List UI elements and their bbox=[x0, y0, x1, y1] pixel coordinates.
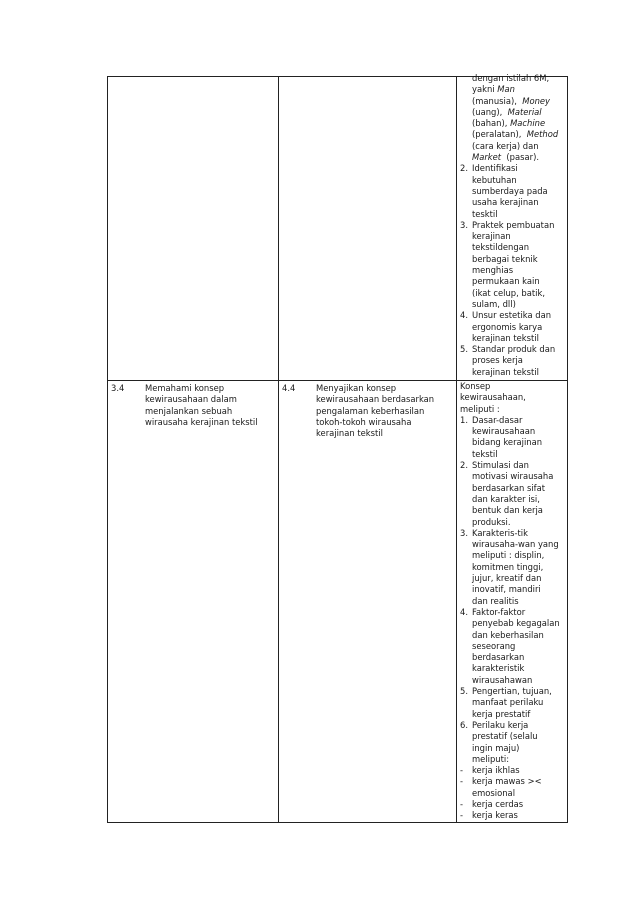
text-line: (manusia), Money bbox=[472, 95, 551, 106]
text-line: dan realitis bbox=[472, 595, 519, 606]
text-line: dan karakter isi, bbox=[472, 493, 540, 504]
text-line: Standar produk dan bbox=[472, 344, 556, 355]
text-line: wirausahawan bbox=[472, 674, 533, 685]
table-row bbox=[108, 381, 568, 823]
dash-item-text bbox=[472, 776, 565, 799]
text-line: Praktek pembuatan bbox=[472, 219, 555, 230]
text-line: produksi. bbox=[472, 516, 511, 527]
dash-item-text bbox=[472, 799, 565, 810]
kd3-text bbox=[145, 383, 274, 428]
list-item bbox=[460, 310, 565, 344]
text-line: (ikat celup, batik, bbox=[472, 287, 545, 298]
table-row bbox=[108, 77, 568, 381]
text-line: motivasi wirausaha bbox=[472, 471, 554, 482]
list-item bbox=[460, 720, 565, 765]
text-line: kerajinan tekstil bbox=[472, 366, 539, 377]
list-item-number: 5. bbox=[460, 686, 468, 697]
list-item-text bbox=[472, 344, 565, 378]
list-item-text bbox=[472, 460, 565, 528]
text-line: proses kerja bbox=[472, 355, 523, 366]
list-item bbox=[460, 220, 565, 310]
list-item-number: 3. bbox=[460, 527, 468, 538]
list-item-number: 6. bbox=[460, 719, 468, 730]
text-line: menghias bbox=[472, 265, 514, 276]
text-line: kewirausahaan, bbox=[460, 392, 526, 403]
text-line: berbagai teknik bbox=[472, 253, 538, 264]
text-line: Pengertian, tujuan, bbox=[472, 686, 552, 697]
text-line: meliputi: bbox=[472, 753, 510, 764]
materi-cell bbox=[457, 381, 568, 823]
list-item-text bbox=[472, 720, 565, 765]
list-item-text bbox=[472, 310, 565, 344]
text-line: Menyajikan konsep bbox=[316, 383, 397, 393]
text-line: berdasarkan bbox=[472, 652, 525, 663]
text-line: kerja keras bbox=[472, 810, 518, 821]
list-item-number: 3. bbox=[460, 219, 468, 230]
curriculum-table bbox=[107, 73, 568, 823]
text-line: tekstildengan bbox=[472, 242, 530, 253]
text-line: wirausaha-wan yang bbox=[472, 539, 559, 550]
text-line: pengalaman keberhasilan bbox=[316, 405, 425, 416]
list-item bbox=[460, 344, 565, 378]
text-line: ergonomis karya bbox=[472, 321, 543, 332]
text-line: yakni Man bbox=[472, 84, 515, 95]
text-line: Stimulasi dan bbox=[472, 460, 529, 471]
materi-cell bbox=[457, 73, 568, 381]
dash-item bbox=[460, 765, 565, 776]
kd4-text bbox=[316, 383, 452, 439]
text-line: meliputi : displin, bbox=[472, 550, 545, 561]
text-line: kewirausahaan bbox=[472, 426, 536, 437]
kd3-cell-empty bbox=[108, 77, 279, 381]
text-line: manfaat perilaku bbox=[472, 697, 544, 708]
text-line: Unsur estetika dan bbox=[472, 310, 552, 321]
text-line: dengan istilah 6M, bbox=[472, 73, 550, 83]
dash-item bbox=[460, 810, 565, 821]
dash-item bbox=[460, 799, 565, 810]
list-item bbox=[460, 528, 565, 607]
text-line: ingin maju) bbox=[472, 742, 520, 753]
text-line: seseorang bbox=[472, 640, 516, 651]
kd4-cell-empty bbox=[279, 77, 457, 381]
text-line: komitmen tinggi, bbox=[472, 561, 544, 572]
text-line: kerja mawas >< bbox=[472, 776, 542, 787]
text-line: sulam, dll) bbox=[472, 298, 516, 309]
text-line: tesktil bbox=[472, 208, 498, 219]
text-line: Memahami konsep bbox=[145, 383, 225, 393]
list-item-text bbox=[472, 528, 565, 607]
text-line: wirausaha kerajinan tekstil bbox=[145, 416, 258, 427]
text-line: kebutuhan bbox=[472, 174, 517, 185]
text-line: (uang), Material bbox=[472, 106, 542, 117]
text-line: prestatif (selalu bbox=[472, 731, 538, 742]
methods-6m-text bbox=[460, 73, 565, 163]
list-item bbox=[460, 415, 565, 460]
kd4-cell bbox=[279, 381, 457, 823]
kd3-cell bbox=[108, 381, 279, 823]
text-line: tokoh-tokoh wirausaha bbox=[316, 416, 412, 427]
text-line: meliputi : bbox=[460, 403, 500, 414]
materi-content bbox=[457, 381, 567, 822]
list-item-text bbox=[472, 686, 565, 720]
text-line: Konsep bbox=[460, 381, 491, 391]
text-line: Karakteris-tik bbox=[472, 527, 528, 538]
text-line: kerja cerdas bbox=[472, 798, 524, 809]
text-line: sumberdaya pada bbox=[472, 185, 548, 196]
dash-bullet: - bbox=[460, 765, 464, 776]
text-line: kerajinan bbox=[472, 231, 511, 242]
dash-item bbox=[460, 776, 565, 799]
text-line: (bahan), Machine bbox=[472, 118, 546, 129]
dash-bullet: - bbox=[460, 776, 464, 787]
text-line: kerja prestatif bbox=[472, 708, 531, 719]
kd4-number: 4.4 bbox=[282, 383, 296, 393]
text-line: bentuk dan kerja bbox=[472, 505, 543, 516]
text-line: Perilaku kerja bbox=[472, 719, 529, 730]
list-item-text bbox=[472, 220, 565, 310]
text-line: tekstil bbox=[472, 448, 498, 459]
text-line: (cara kerja) dan bbox=[472, 140, 539, 151]
dash-item-text bbox=[472, 765, 565, 776]
text-line: menjalankan sebuah bbox=[145, 405, 233, 416]
materi-continued bbox=[457, 73, 567, 378]
list-item-number: 4. bbox=[460, 310, 468, 321]
text-line: Faktor-faktor bbox=[472, 606, 526, 617]
text-line: (peralatan), Method bbox=[472, 129, 559, 140]
dash-item-text bbox=[472, 810, 565, 821]
text-line: bidang kerajinan bbox=[472, 437, 543, 448]
list-item-number: 2. bbox=[460, 163, 468, 174]
text-line: karakteristik bbox=[472, 663, 525, 674]
list-item bbox=[460, 460, 565, 528]
text-line: berdasarkan sifat bbox=[472, 482, 546, 493]
text-line: permukaan kain bbox=[472, 276, 540, 287]
list-item-number: 1. bbox=[460, 414, 468, 425]
text-line: inovatif, mandiri bbox=[472, 584, 541, 595]
dash-bullet: - bbox=[460, 810, 464, 821]
materi-list bbox=[460, 163, 565, 378]
list-item bbox=[460, 163, 565, 219]
dash-bullet: - bbox=[460, 798, 464, 809]
text-line: kerajinan tekstil bbox=[472, 332, 539, 343]
list-item-text bbox=[472, 163, 565, 219]
text-line: jujur, kreatif dan bbox=[472, 573, 542, 584]
text-line: kerajinan tekstil bbox=[316, 428, 383, 439]
text-line: kewirausahaan berdasarkan bbox=[316, 394, 435, 405]
list-item-number: 5. bbox=[460, 344, 468, 355]
list-item-number: 4. bbox=[460, 606, 468, 617]
text-line: Dasar-dasar bbox=[472, 414, 523, 425]
text-line: usaha kerajinan bbox=[472, 197, 539, 208]
text-line: Market (pasar). bbox=[472, 152, 540, 163]
list-item bbox=[460, 686, 565, 720]
text-line: dan keberhasilan bbox=[472, 629, 544, 640]
text-line: penyebab kegagalan bbox=[472, 618, 560, 629]
list-item-text bbox=[472, 415, 565, 460]
list-item-number: 2. bbox=[460, 460, 468, 471]
text-line: kewirausahaan dalam bbox=[145, 394, 237, 405]
list-item-text bbox=[472, 607, 565, 686]
list-item bbox=[460, 607, 565, 686]
kd3-number: 3.4 bbox=[111, 383, 125, 393]
text-line: kerja ikhlas bbox=[472, 765, 520, 776]
materi-list bbox=[460, 415, 565, 765]
text-line: emosional bbox=[472, 787, 516, 798]
text-line: Identifikasi bbox=[472, 163, 518, 174]
